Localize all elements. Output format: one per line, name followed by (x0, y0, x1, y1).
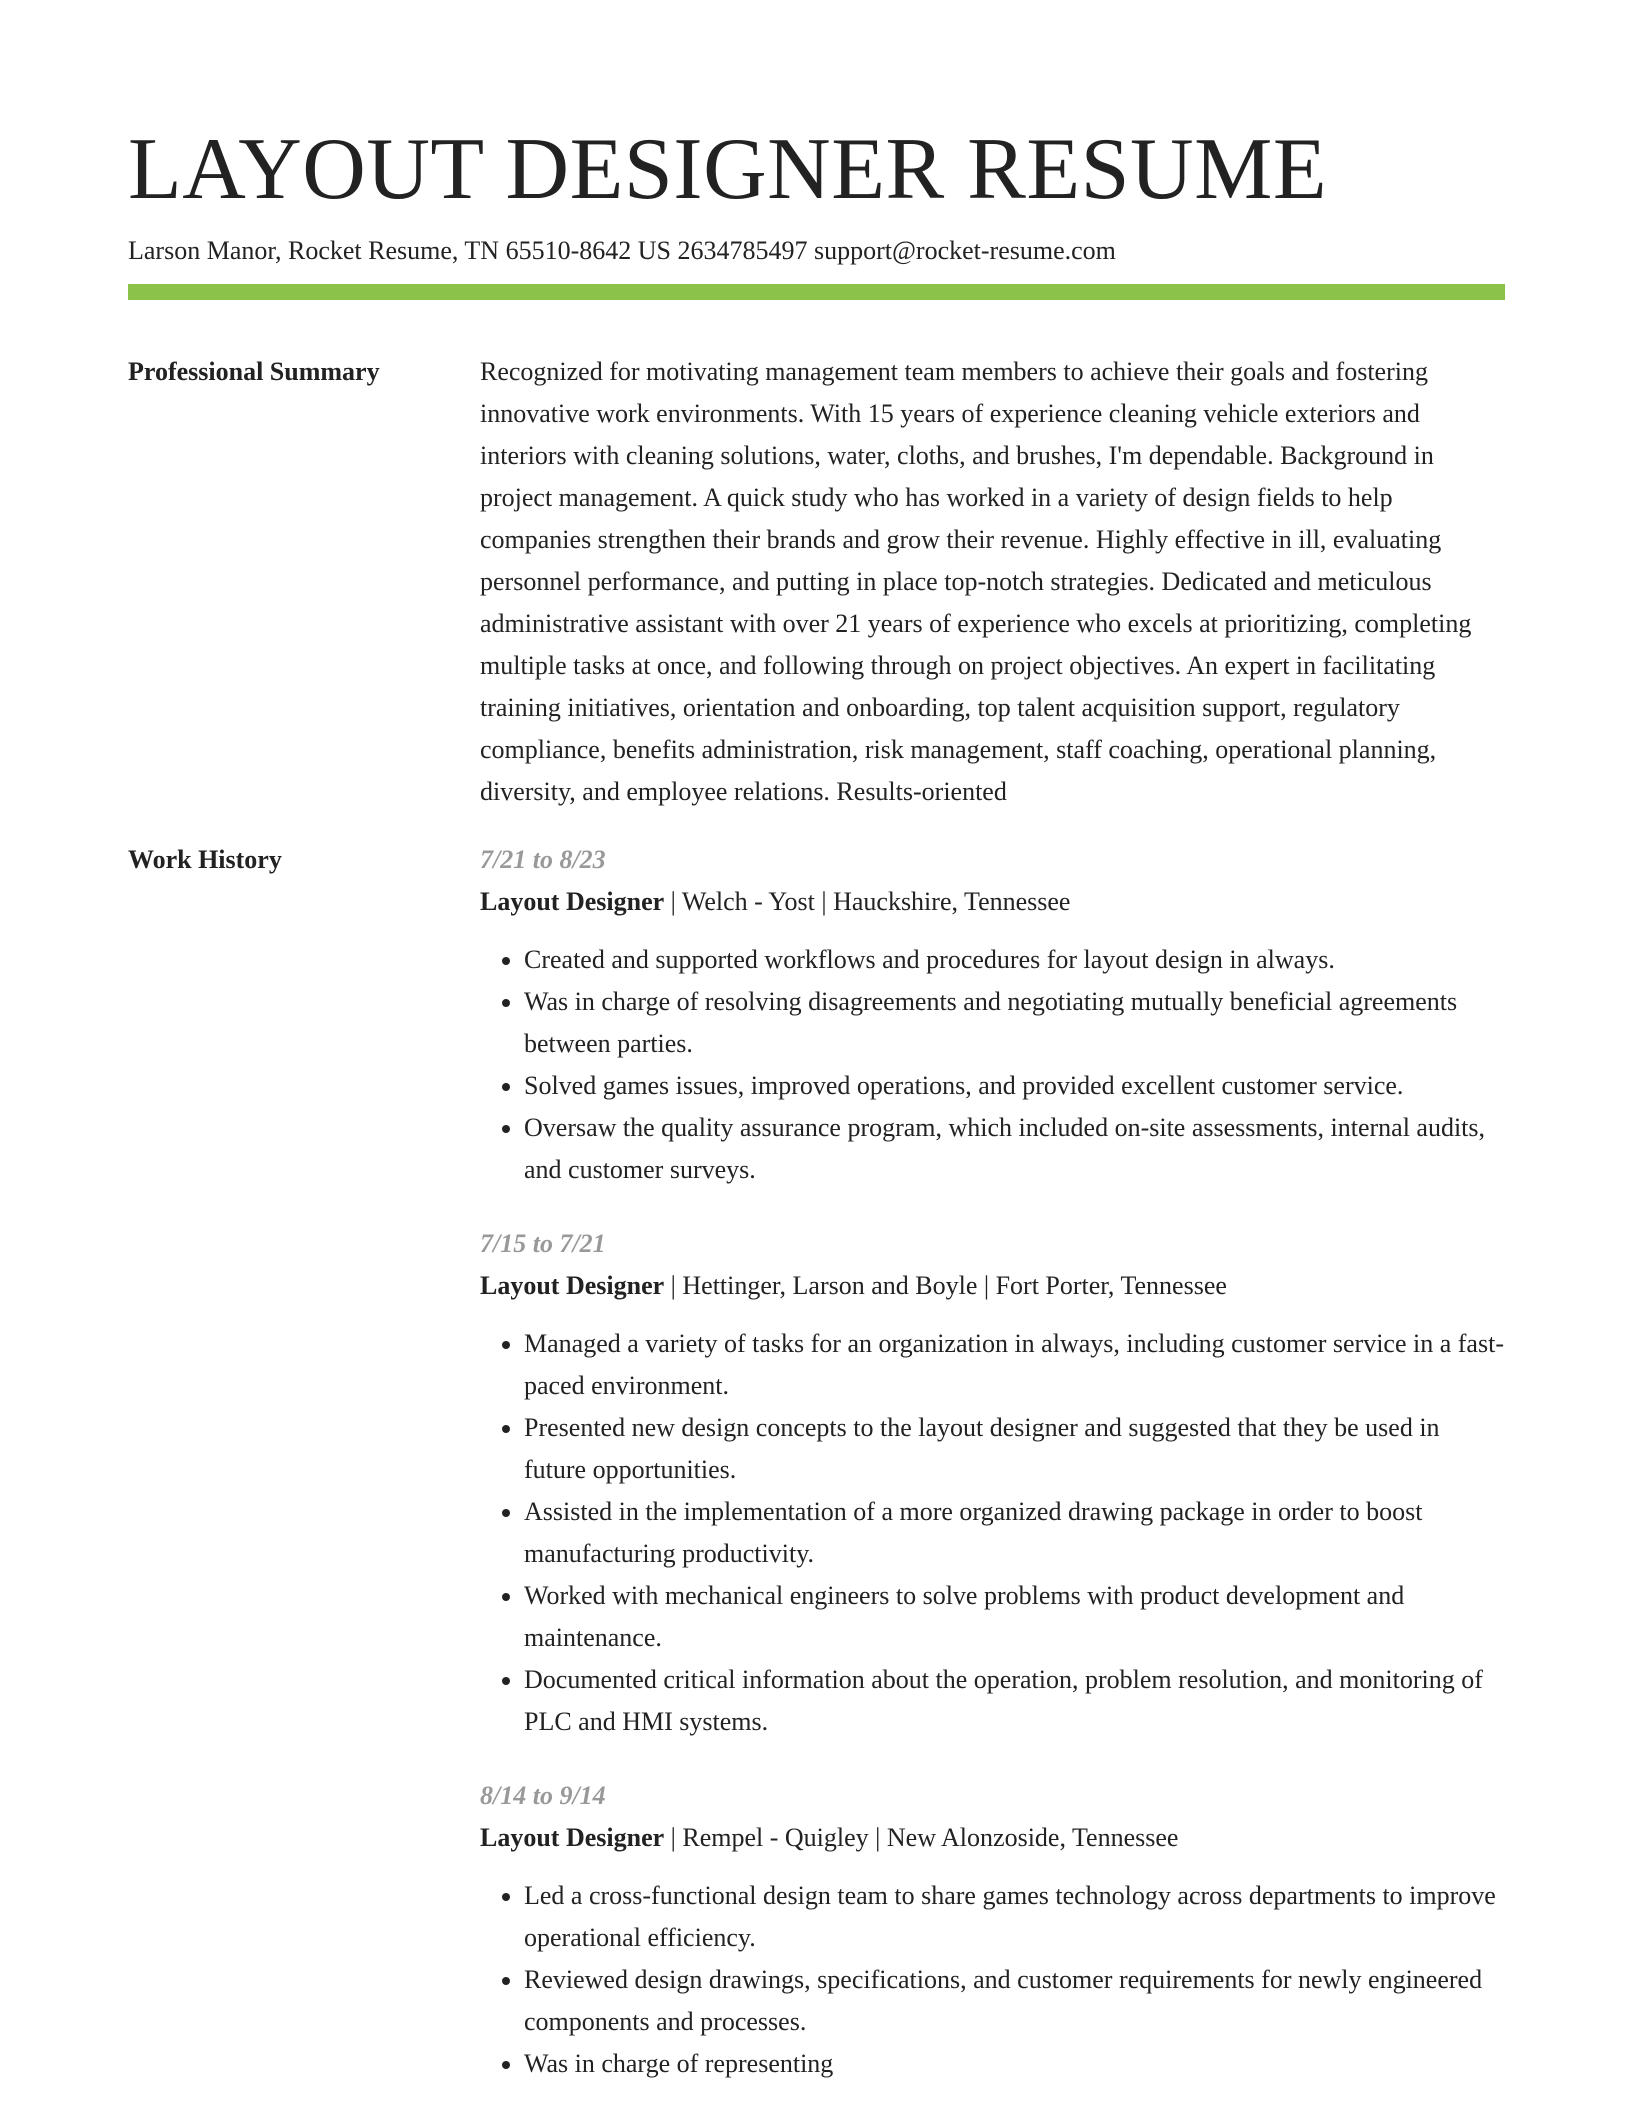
job-dates: 7/21 to 8/23 (480, 845, 606, 874)
work-history-section (128, 839, 1505, 2085)
job-details: | Rempel - Quigley | New Alonzoside, Tennessee (664, 1823, 1179, 1852)
job-bullet: • Managed a variety of tasks for an organization in always, including customer service in a fast-paced environment. (524, 1323, 1505, 1407)
contact-line: Larson Manor, Rocket Resume, TN 65510-8642 US 2634785497 support@rocket-resume.com (128, 236, 1116, 265)
job-bullet: • Created and supported workflows and procedures for layout design in always. (524, 939, 1505, 981)
job-details: | Hettinger, Larson and Boyle | Fort Porter, Tennessee (664, 1271, 1227, 1300)
job-bullet: • Worked with mechanical engineers to solve problems with product development and maintenance. (524, 1575, 1505, 1659)
job-title: Layout Designer (480, 1271, 665, 1300)
job-bullet: • Was in charge of resolving disagreements and negotiating mutually beneficial agreements between parties. (524, 981, 1505, 1065)
job-title: Layout Designer (480, 1823, 665, 1852)
job-dates: 8/14 to 9/14 (480, 1781, 606, 1810)
section-heading-work-history: Work History (128, 845, 282, 874)
professional-summary-section (128, 351, 1505, 813)
job-bullet: • Documented critical information about the operation, problem resolution, and monitoring of PLC and HMI systems. (524, 1659, 1505, 1743)
job-title-line (480, 881, 1505, 923)
job-bullet-list (480, 1875, 1505, 2085)
job-bullet-list (480, 939, 1505, 1191)
accent-divider (128, 284, 1505, 300)
job-dates: 7/15 to 7/21 (480, 1229, 606, 1258)
job-bullet: • Oversaw the quality assurance program, which included on-site assessments, internal audits, and customer surveys. (524, 1107, 1505, 1191)
job-entry (480, 1775, 1505, 2085)
job-details: | Welch - Yost | Hauckshire, Tennessee (664, 887, 1071, 916)
section-heading-summary: Professional Summary (128, 357, 380, 386)
work-history-body (480, 839, 1505, 2085)
summary-text: Recognized for motivating management team members to achieve their goals and fostering innovative work environments. With 15 years of experience cleaning vehicle exteriors and interiors with cleaning solutions, water, cloths, and brushes, I'm dependable. Background in project management. A quick study who has worked in a variety of design fields to help companies strengthen their brands and grow their revenue. Highly effective in ill, evaluating personnel performance, and putting in place top-notch strategies. Dedicated and meticulous administrative assistant with over 21 years of experience who excels at prioritizing, completing multiple tasks at once, and following through on project objectives. An expert in facilitating training initiatives, orientation and onboarding, top talent acquisition support, regulatory compliance, benefits administration, risk management, staff coaching, operational planning, diversity, and employee relations. Results-oriented (480, 357, 1472, 806)
job-bullet: • Was in charge of representing (524, 2043, 1505, 2085)
job-entry (480, 1223, 1505, 1743)
job-title-line (480, 1817, 1505, 1859)
job-bullet: • Led a cross-functional design team to share games technology across departments to improve operational efficiency. (524, 1875, 1505, 1959)
summary-body (480, 351, 1505, 813)
job-bullet-list (480, 1323, 1505, 1743)
job-entry (480, 839, 1505, 1191)
job-title: Layout Designer (480, 887, 665, 916)
job-bullet: • Presented new design concepts to the layout designer and suggested that they be used in future opportunities. (524, 1407, 1505, 1491)
job-bullet: • Reviewed design drawings, specifications, and customer requirements for newly engineered components and processes. (524, 1959, 1505, 2043)
resume-page (128, 118, 1505, 2085)
job-bullet: • Assisted in the implementation of a more organized drawing package in order to boost manufacturing productivity. (524, 1491, 1505, 1575)
job-bullet: • Solved games issues, improved operations, and provided excellent customer service. (524, 1065, 1505, 1107)
job-title-line (480, 1265, 1505, 1307)
resume-title: LAYOUT DESIGNER RESUME (128, 121, 1328, 218)
